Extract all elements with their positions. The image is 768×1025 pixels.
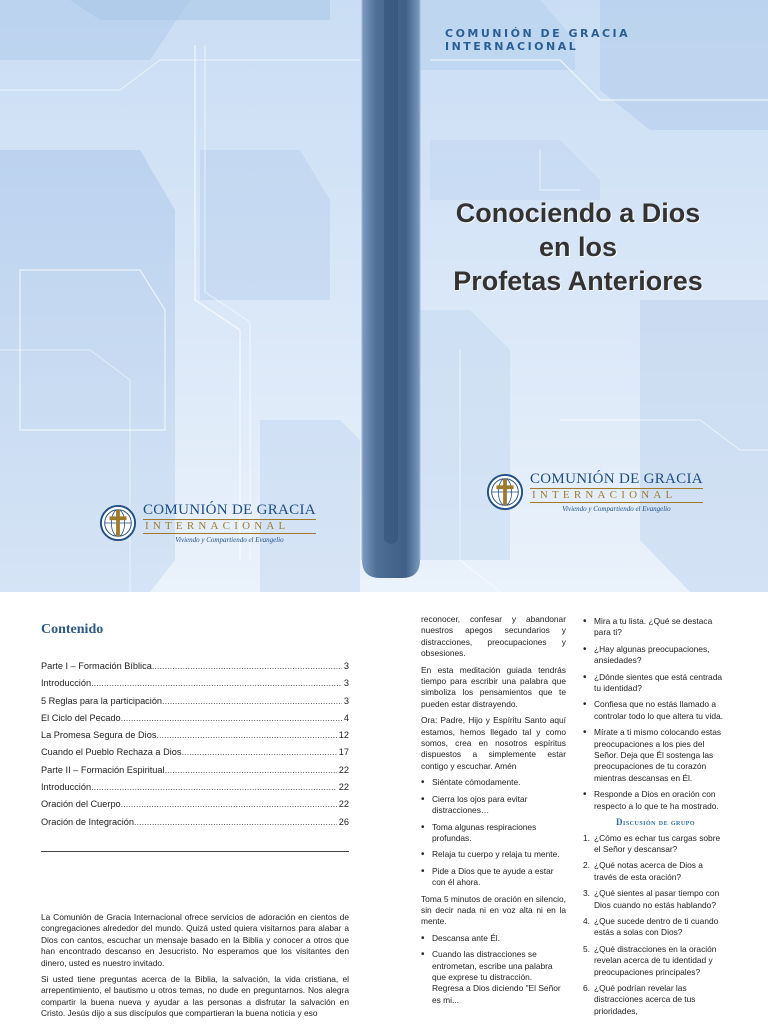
toc-entry-label: Cuando el Pueblo Rechaza a Dios (41, 747, 182, 758)
cover-title (420, 196, 736, 298)
intro-paragraph-1: La Comunión de Gracia Internacional ofrece servicios de adoración en cientos de congregaciones alrededor del mundo. Quizá usted quiera visitarnos para alabar a Dios con cantos, escuchar un mensaje basado en la Biblia y conocer a otros que han encontrado descanso en Jesucristo. No esperamos que los visitantes den dinero, usted es nuestro invitado. (41, 912, 349, 968)
toc-leader-dots (134, 814, 337, 831)
list-item: • Mírate a ti mismo colocando estas preocupaciones a los pies del Señor. Deja que Él sostenga las preocupaciones de tu corazón mientras descansas en Él. (583, 727, 728, 784)
toc-entry (41, 762, 349, 779)
intro-text (41, 912, 349, 1025)
cover-title-line-1: Conociendo a Dios (455, 198, 701, 228)
reflection-list (583, 616, 728, 812)
toc-entry-page: 3 (343, 678, 349, 689)
group-discussion-heading: Discusión de grupo (615, 817, 695, 828)
discussion-question (583, 916, 728, 939)
meditation-column (421, 614, 566, 1011)
question-text: ¿Qué notas acerca de Dios a través de esta oración? (594, 860, 703, 882)
toc-entry-page: 4 (343, 712, 349, 723)
toc-entry-label: La Promesa Segura de Dios (41, 730, 157, 741)
question-text: ¿Qué podrían revelar las distracciones acerca de tus prioridades, (594, 982, 696, 1016)
meditation-paragraph-4: Toma 5 minutos de oración en silencio, sin decir nada ni en voz alta ni en la mente. (421, 893, 566, 927)
toc-leader-dots (162, 693, 342, 710)
logo-left (99, 502, 316, 544)
question-number: 3. (583, 888, 590, 899)
logo-right-line2: INTERNACIONAL (530, 488, 703, 503)
list-item: • Mira a tu lista. ¿Qué se destaca para ti? (583, 616, 728, 639)
toc-entry-page: 22 (338, 799, 349, 810)
question-text: ¿Cómo es echar tus cargas sobre el Señor y descansar? (594, 832, 721, 854)
toc-entry-label: Oración del Cuerpo (41, 799, 121, 810)
discussion-question (583, 944, 728, 978)
globe-cross-emblem-icon (486, 473, 524, 511)
list-item: • Confiesa que no estás llamado a controlar todo lo que altera tu vida. (583, 699, 728, 722)
logo-left-line1: COMUNIÓN DE GRACIA (143, 502, 316, 518)
discussion-question (583, 860, 728, 883)
toc-entry-label: El Ciclo del Pecado (41, 712, 121, 723)
question-number: 1. (583, 832, 590, 843)
toc-entry (41, 658, 349, 675)
toc-entry-label: Parte I – Formación Bíblica (41, 661, 152, 671)
toc-entry (41, 727, 349, 744)
inner-pages (0, 592, 768, 1024)
meditation-steps-list-2 (421, 933, 566, 1006)
toc-entry-page: 22 (338, 782, 349, 793)
table-of-contents (41, 658, 349, 831)
toc-entry-page: 12 (338, 730, 349, 741)
toc-entry (41, 779, 349, 796)
cover-title-line-2: en los (538, 232, 618, 262)
list-item: • Pide a Dios que te ayude a estar con él ahora. (421, 866, 566, 889)
toc-leader-dots (181, 744, 336, 761)
toc-entry-page: 22 (338, 764, 349, 775)
toc-leader-dots (156, 727, 336, 744)
toc-entry (41, 710, 349, 727)
logo-right-tagline: Viviendo y Compartiendo el Evangelio (562, 505, 671, 513)
toc-leader-dots (152, 658, 342, 675)
meditation-paragraph-3: Ora: Padre, Hijo y Espíritu Santo aquí estamos, hemos llegado tal y como somos, crea en nosotros espíritus dispuestos a simplemente estar contigo y escuchar. Amén (421, 715, 566, 771)
toc-leader-dots (121, 710, 342, 727)
discussion-question (583, 833, 728, 856)
toc-entry (41, 675, 349, 692)
toc-title: Contenido (41, 622, 104, 637)
cover-org-name: COMUNIÓN DE GRACIA INTERNACIONAL (445, 27, 631, 53)
question-text: ¿Qué sientes al pasar tiempo con Dios cuando no estás hablando? (594, 888, 720, 910)
logo-right (486, 471, 703, 513)
toc-entry-page: 3 (343, 695, 349, 706)
list-item: • Cierra los ojos para evitar distracciones… (421, 794, 566, 817)
list-item: • Cuando las distracciones se entrometan, escribe una palabra que exprese tu distracción. Regresa a Dios diciendo "El Señor es mi... (421, 949, 566, 1006)
logo-right-line1: COMUNIÓN DE GRACIA (530, 471, 703, 487)
list-item: • Siéntate cómodamente. (421, 777, 566, 788)
logo-left-line2: INTERNACIONAL (143, 519, 316, 534)
toc-entry-page: 17 (338, 747, 349, 758)
toc-entry-label: Introducción (41, 782, 92, 793)
list-item: • ¿Hay algunas preocupaciones, ansiedades? (583, 644, 728, 667)
toc-entry-label: Parte II – Formación Espiritual (41, 764, 165, 775)
question-number: 5. (583, 943, 590, 954)
list-item: • Toma algunas respiraciones profundas. (421, 822, 566, 845)
toc-leader-dots (91, 675, 342, 692)
meditation-steps-list (421, 777, 566, 888)
toc-entry-page: 3 (343, 661, 349, 671)
section-divider (41, 851, 349, 852)
toc-entry (41, 693, 349, 710)
discussion-questions-list (583, 833, 728, 1018)
intro-paragraph-2: Si usted tiene preguntas acerca de la Biblia, la salvación, la vida cristiana, el arrepentimiento, el bautismo u otros temas, no dude en preguntarnos. Nos alegra compartir la buena nueva y ayudar a las personas a disfrutar la salvación en Cristo. Jesús dijo a sus discípulos que compartieran la buena noticia y eso (41, 974, 349, 1019)
question-number: 4. (583, 915, 590, 926)
toc-leader-dots (91, 779, 337, 796)
toc-entry (41, 814, 349, 831)
toc-entry (41, 796, 349, 813)
globe-cross-emblem-icon (99, 504, 137, 542)
toc-leader-dots (121, 796, 337, 813)
discussion-question (583, 983, 728, 1017)
toc-entry-page: 26 (338, 816, 349, 827)
meditation-paragraph-1: reconocer, confesar y abandonar nuestros apegos secundarios y distracciones, preocupaciones y obsesiones. (421, 614, 566, 659)
question-number: 2. (583, 860, 590, 871)
toc-leader-dots (165, 762, 337, 779)
toc-entry-label: Oración de Integración (41, 816, 134, 827)
list-item: • Relaja tu cuerpo y relaja tu mente. (421, 849, 566, 860)
list-item: • ¿Dónde sientes que está centrada tu identidad? (583, 672, 728, 695)
reflection-column (583, 616, 728, 1022)
list-item: • Responde a Dios en oración con respecto a lo que te ha mostrado. (583, 789, 728, 812)
toc-entry-label: Introducción (41, 678, 92, 689)
question-number: 6. (583, 982, 590, 993)
question-text: ¿Qué distracciones en la oración revelan acerca de tu identidad y preocupaciones principales? (594, 943, 717, 977)
question-text: ¿Que sucede dentro de ti cuando estás a solas con Dios? (594, 915, 719, 938)
list-item: • Descansa ante Él. (421, 933, 566, 944)
cover-title-line-3: Profetas Anteriores (453, 266, 703, 296)
toc-entry-label: 5 Reglas para la participación (41, 695, 163, 706)
logo-left-tagline: Viviendo y Compartiendo el Evangelio (175, 536, 284, 544)
meditation-paragraph-2: En esta meditación guiada tendrás tiempo para escribir una palabra que simboliza los pensamientos que te pueden estar distrayendo. (421, 664, 566, 709)
toc-entry (41, 744, 349, 761)
discussion-question (583, 888, 728, 911)
